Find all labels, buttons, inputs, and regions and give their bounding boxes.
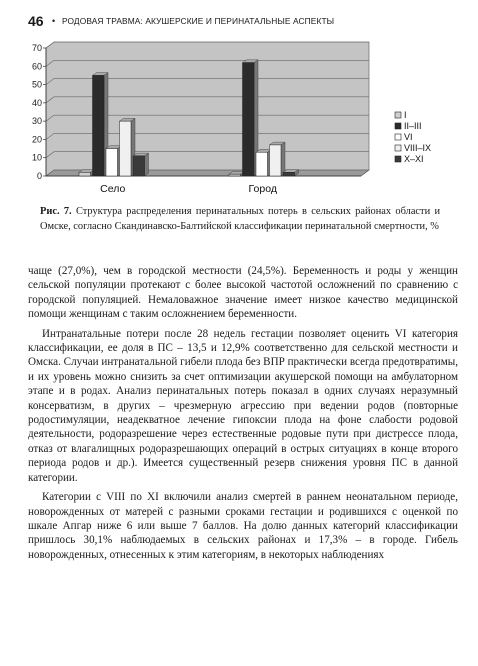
- running-title: РОДОВАЯ ТРАВМА: АКУШЕРСКИЕ И ПЕРИНАТАЛЬНЫЕ АСПЕКТЫ: [62, 16, 335, 26]
- y-tick-label: 0: [36, 171, 42, 181]
- caption-label: Рис. 7.: [40, 206, 72, 217]
- page-number: 46: [28, 13, 44, 29]
- y-tick-label: 60: [31, 61, 42, 72]
- bar: [243, 63, 255, 176]
- bar: [133, 156, 145, 176]
- legend-label: X–XI: [404, 154, 424, 164]
- bar-side: [145, 153, 149, 176]
- body-text: [28, 264, 458, 562]
- legend-swatch: [395, 123, 401, 129]
- y-tick-label: 70: [31, 43, 42, 53]
- legend-swatch: [395, 112, 401, 118]
- bar: [106, 149, 118, 176]
- y-tick-label: 50: [31, 79, 42, 90]
- y-tick-label: 40: [31, 97, 42, 108]
- legend-label: VI: [404, 132, 413, 142]
- bar-chart: [28, 38, 448, 198]
- figure-caption: [40, 204, 440, 234]
- legend-swatch: [395, 156, 401, 162]
- bar-side: [281, 142, 285, 176]
- bar: [229, 174, 241, 176]
- y-tick-label: 10: [31, 152, 42, 163]
- legend-swatch: [395, 134, 401, 140]
- running-header: [28, 13, 458, 35]
- legend-swatch: [395, 145, 401, 151]
- paragraph: Категории с VIII по XI включили анализ смертей в раннем неонатальном периоде, новорожденных от матерей с разными сроками гестации и родившихся с оценкой по шкале Апгар ниже 6 или выше 7 баллов. На долю данных категорий классификации пришлось 30,1% наблюдаемых в сельских районах и 17,3% – в городе. Гибель новорожденных, отнесенных к этим категориям, в некоторых наблюдениях: [28, 491, 458, 561]
- legend-label: II–III: [404, 121, 422, 131]
- legend-label: I: [404, 110, 407, 120]
- y-tick-label: 30: [31, 116, 42, 127]
- y-tick-label: 20: [31, 134, 42, 145]
- legend-label: VIII–IX: [404, 143, 432, 153]
- paragraph: чаще (27,0%), чем в городской местности (24,5%). Беременность и роды у женщин сельской популяции протекают с более высокой частотой осложнений по сравнению с городской популяцией. Немаловажное значение имеет низкое качество медицинской помощи женщинам с таким осложнением беременности.: [28, 265, 458, 321]
- bar: [270, 145, 282, 176]
- bar: [93, 75, 105, 176]
- paragraph: Интранатальные потери после 28 недель гестации позволяет оценить VI категория классификации, ее доля в ПС – 13,5 и 12,9% соответственно для сельской местности и Омска. Случаи интранатальной гибели плода без ВПР практически всегда предотвратимы, и их уровень можно снизить за счет оптимизации акушерской помощи на амбулаторном этапе и в родах. Анализ перинатальных потерь показал в одних случаях неразумный консерватизм, в других – чрезмерную агрессию при ведении родов (повторные родостимуляции, неадекватное лечение гипоксии плода на фоне слабости родовой деятельности, родоразрешение через естественные родовые пути при дистрессе плода, отказ от влагалищных родоразрешающих операций в острых ситуациях в конце второго периода родов и др.). Имеется существенный резерв снижения уровня ПС в данной категории.: [28, 327, 458, 484]
- bar: [256, 152, 268, 176]
- bar: [120, 121, 132, 176]
- x-tick-label: Город: [248, 183, 277, 195]
- caption-text: Структура распределения перинатальных потерь в сельских районах области и Омске, согласно Скандинавско-Балтийской классификации перинатальной смертности, %: [40, 206, 441, 232]
- bullet-icon: •: [52, 16, 56, 26]
- bar: [79, 172, 91, 176]
- x-tick-label: Село: [100, 183, 126, 195]
- bar: [283, 172, 295, 176]
